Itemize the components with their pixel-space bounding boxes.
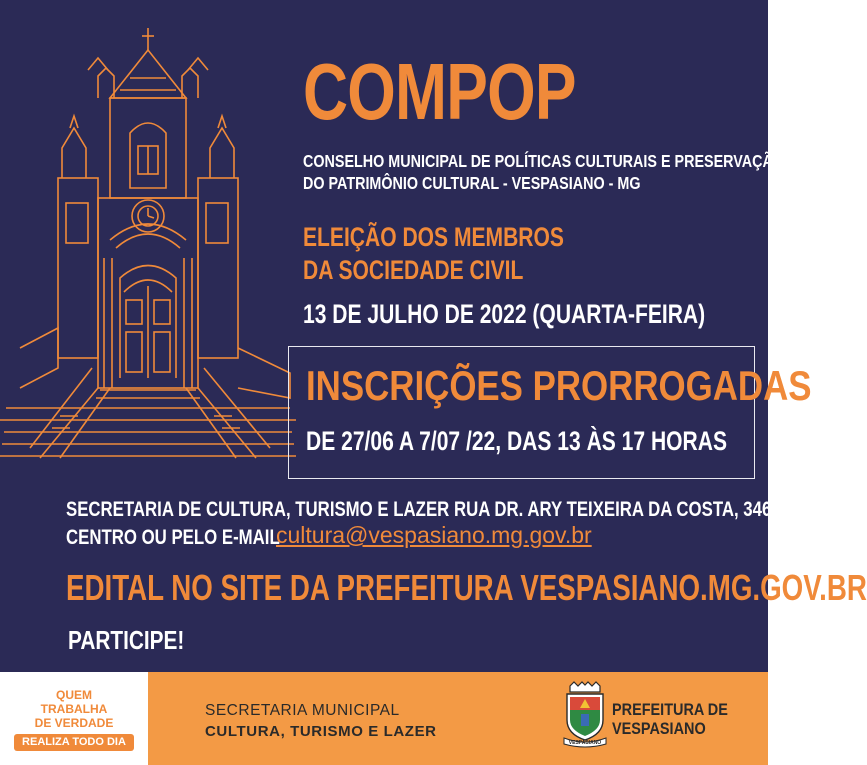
slogan-badge (14, 734, 134, 751)
slogan-line3: DE VERDADE (34, 716, 114, 730)
edital-notice: EDITAL NO SITE DA PREFEITURA VESPASIANO.MG.GOV.BR (66, 567, 867, 608)
address-line2: CENTRO OU PELO E-MAIL (66, 526, 280, 549)
inscricoes-title: INSCRIÇÕES PRORROGADAS (306, 362, 812, 409)
election-heading (303, 221, 564, 287)
election-date: 13 DE JULHO DE 2022 (QUARTA-FEIRA) (303, 299, 706, 329)
secretaria-line2: CULTURA, TURISMO E LAZER (205, 723, 437, 740)
slogan-line2: TRABALHA (40, 702, 108, 716)
compop-title: COMPOP (303, 47, 576, 136)
slogan-badge-text: REALIZA TODO DIA (22, 736, 126, 748)
prefeitura-line2: VESPASIANO (612, 719, 706, 738)
inscricoes-dates: DE 27/06 A 7/07 /22, DAS 13 ÀS 17 HORAS (306, 426, 728, 456)
election-heading-line1: ELEIÇÃO DOS MEMBROS (303, 222, 564, 252)
council-name-line1: CONSELHO MUNICIPAL DE POLÍTICAS CULTURAIS E PRESERVAÇÃO (303, 151, 785, 171)
city-crest-icon (560, 680, 610, 748)
participe-text: PARTICIPE! (68, 625, 185, 655)
secretaria-line1: SECRETARIA MUNICIPAL (205, 702, 400, 719)
slogan-line1: QUEM (56, 688, 92, 702)
church-illustration (0, 28, 300, 458)
election-heading-line2: DA SOCIEDADE CIVIL (303, 255, 524, 285)
email-link[interactable]: cultura@vespasiano.mg.gov.br (276, 522, 592, 548)
council-name (303, 150, 784, 194)
council-name-line2: DO PATRIMÔNIO CULTURAL - VESPASIANO - MG (303, 173, 641, 193)
crest-text: VESPASIANO (568, 740, 602, 746)
address-line1: SECRETARIA DE CULTURA, TURISMO E LAZER RUA DR. ARY TEIXEIRA DA COSTA, 346 (66, 498, 772, 521)
prefeitura-line1: PREFEITURA DE (612, 700, 728, 719)
